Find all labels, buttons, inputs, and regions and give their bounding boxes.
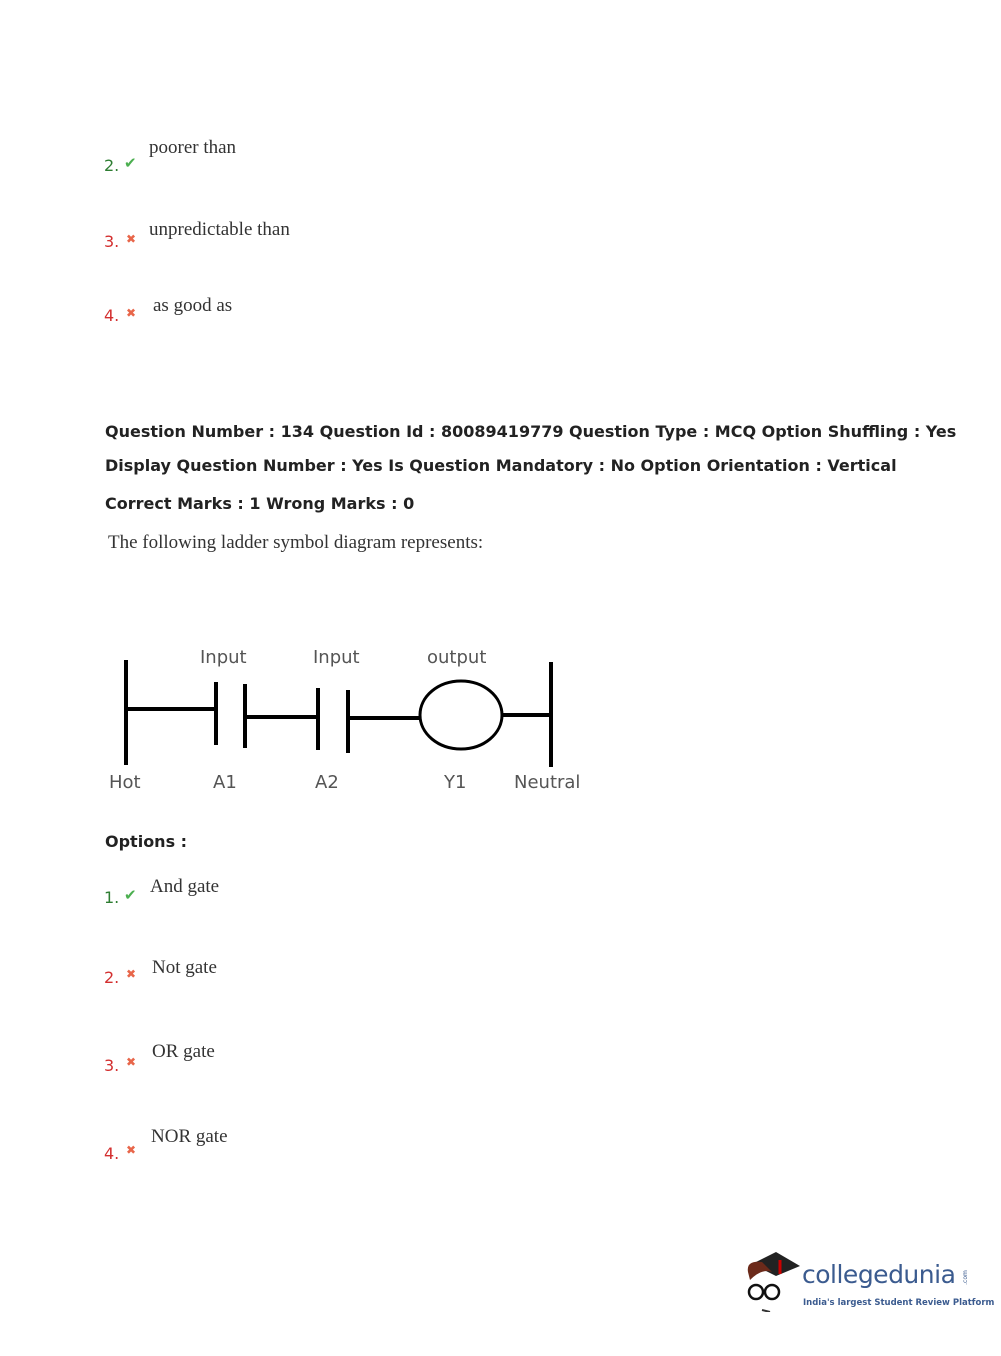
cross-icon: ✖ xyxy=(126,306,137,320)
option-number: 1. xyxy=(104,888,120,907)
cross-icon: ✖ xyxy=(126,967,137,981)
question-text: The following ladder symbol diagram represents: xyxy=(108,532,484,553)
option-number: 2. xyxy=(104,968,120,987)
diagram-label: A1 xyxy=(213,772,237,793)
diagram-label: Hot xyxy=(109,772,141,793)
option-number: 4. xyxy=(104,1144,120,1163)
option-number: 3. xyxy=(104,232,120,251)
cross-icon: ✖ xyxy=(126,1143,137,1157)
check-icon: ✔ xyxy=(124,154,137,172)
logo-tagline: India's largest Student Review Platform xyxy=(803,1298,995,1308)
question-meta-line1: Question Number : 134 Question Id : 80089419779 Question Type : MCQ Option Shuffling : Yes xyxy=(105,422,957,441)
option-text: poorer than xyxy=(149,137,237,158)
diagram-label: A2 xyxy=(315,772,339,793)
option-number: 3. xyxy=(104,1056,120,1075)
diagram-label: Input xyxy=(200,647,247,668)
option-text: OR gate xyxy=(152,1041,215,1062)
logo-wordmark: collegedunia xyxy=(802,1260,956,1289)
question-meta-line3: Correct Marks : 1 Wrong Marks : 0 xyxy=(105,494,415,513)
check-icon: ✔ xyxy=(124,886,137,904)
option-text: unpredictable than xyxy=(149,219,290,240)
diagram-label: output xyxy=(427,647,487,668)
option-text: Not gate xyxy=(152,957,217,978)
option-number: 4. xyxy=(104,306,120,325)
question-meta-line2: Display Question Number : Yes Is Question Mandatory : No Option Orientation : Vertical xyxy=(105,456,897,475)
cross-icon: ✖ xyxy=(126,232,137,246)
option-text: as good as xyxy=(153,295,233,316)
mascot-icon xyxy=(742,1250,800,1312)
option-number: 2. xyxy=(104,156,120,175)
cross-icon: ✖ xyxy=(126,1055,137,1069)
option-text: NOR gate xyxy=(151,1126,228,1147)
output-coil xyxy=(420,681,502,749)
options-heading: Options : xyxy=(105,832,188,851)
diagram-label: Input xyxy=(313,647,360,668)
collegedunia-logo xyxy=(742,1250,800,1316)
diagram-label: Neutral xyxy=(514,772,581,793)
diagram-label: Y1 xyxy=(444,772,467,793)
option-text: And gate xyxy=(150,876,220,897)
logo-suffix: .com xyxy=(961,1270,969,1285)
